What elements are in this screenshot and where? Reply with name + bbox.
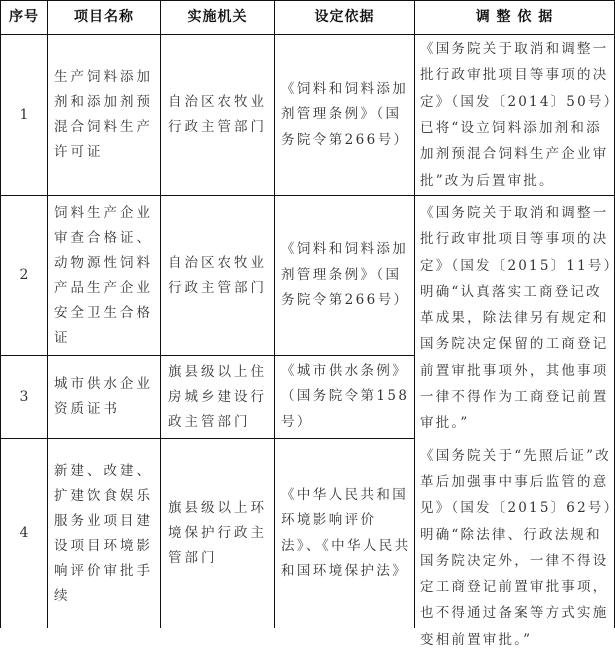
item-name-text: 城市供水企业资质证书 xyxy=(54,376,153,417)
table-row-2-legal-basis xyxy=(281,196,413,355)
table-row-1-legal-basis xyxy=(281,35,413,195)
row-index: 2 xyxy=(19,267,29,283)
header-index xyxy=(1,1,47,34)
adjustment-basis-paragraph-1: 《国务院关于取消和调整一批行政审批项目等事项的决定》（国发〔2015〕11号）明确“认真落实工商登记改革成果，除法律另有规定和国务院决定保留的工商登记前置审批事项外，其他事项一律不得作为工商登记前置审批。” xyxy=(420,205,613,432)
table-row-3-index xyxy=(1,356,47,438)
legal-basis-text: 《城市供水条例》（国务院令第158号） xyxy=(281,362,410,430)
column-divider xyxy=(47,0,48,628)
legal-basis-text: 《饲料和饲料添加剂管理条例》（国务院令第266号） xyxy=(281,241,410,309)
table-row-3-legal-basis xyxy=(281,356,413,438)
table-row-4-index xyxy=(1,439,47,628)
agency-text: 自治区农牧业行政主管部门 xyxy=(168,254,267,296)
item-name-text: 生产饲料添加剂和添加剂预混合饲料生产许可证 xyxy=(54,69,153,160)
table-row-1-agency xyxy=(168,35,272,195)
item-name-text: 新建、改建、扩建饮食娱乐服务业项目建设项目环境影响评价审批手续 xyxy=(54,462,153,604)
table-row-2-index xyxy=(1,196,47,355)
header-item-name-label: 项目名称 xyxy=(74,9,134,25)
legal-basis-text: 《饲料和饲料添加剂管理条例》（国务院令第266号） xyxy=(281,80,410,148)
table-row-4-legal-basis xyxy=(281,439,413,628)
header-legal-basis-label: 设定依据 xyxy=(314,9,375,25)
table-row-1-adjustment-basis xyxy=(420,35,614,195)
table-row-1-item-name xyxy=(54,35,158,195)
header-item-name xyxy=(48,1,160,34)
header-adjustment-basis-label: 调 整 依 据 xyxy=(475,9,554,25)
agency-text: 旗县级以上住房城乡建设行政主管部门 xyxy=(168,363,267,430)
header-legal-basis xyxy=(275,1,414,34)
table-row-3-item-name xyxy=(54,356,158,438)
legal-basis-text: 《中华人民共和国环境影响评价法》、《中华人民共和国环境保护法》 xyxy=(281,486,411,579)
item-name-text: 饲料生产企业审查合格证、动物源性饲料产品生产企业安全卫生合格证 xyxy=(54,204,153,346)
table-row-4-agency xyxy=(168,439,272,628)
header-index-label: 序号 xyxy=(9,9,39,25)
table-row-3-agency xyxy=(168,356,272,438)
agency-text: 旗县级以上环境保护行政主管部门 xyxy=(168,500,267,566)
table-row-2-item-name xyxy=(54,196,158,355)
header-agency xyxy=(161,1,274,34)
column-divider xyxy=(274,0,275,628)
adjustment-basis-text: 《国务院关于取消和调整一批行政审批项目等事项的决定》（国发〔2014〕50号）已将“设立饲料添加剂和添加剂预混合饲料生产企业审批”改为后置审批。 xyxy=(420,41,613,189)
header-adjustment-basis xyxy=(415,1,614,34)
row-index: 3 xyxy=(19,388,29,405)
column-divider xyxy=(414,0,415,628)
column-divider xyxy=(160,0,161,628)
table-row-4-item-name xyxy=(54,439,158,628)
merged-adjustment-basis-cell xyxy=(420,200,614,648)
row-index: 1 xyxy=(19,106,29,123)
row-index: 4 xyxy=(19,525,29,541)
agency-text: 自治区农牧业行政主管部门 xyxy=(168,94,267,135)
header-agency-label: 实施机关 xyxy=(187,9,248,25)
adjustment-basis-paragraph-2: 《国务院关于“先照后证”改革后加强事中事后监管的意见》（国发〔2015〕62号）明确“除法律、行政法规和国务院决定外，一律不得设定工商登记前置审批事项，也不得通过备案等方式实施变相前置审批。” xyxy=(420,447,613,648)
table-row-2-agency xyxy=(168,196,272,355)
table-row-1-index xyxy=(1,35,47,195)
